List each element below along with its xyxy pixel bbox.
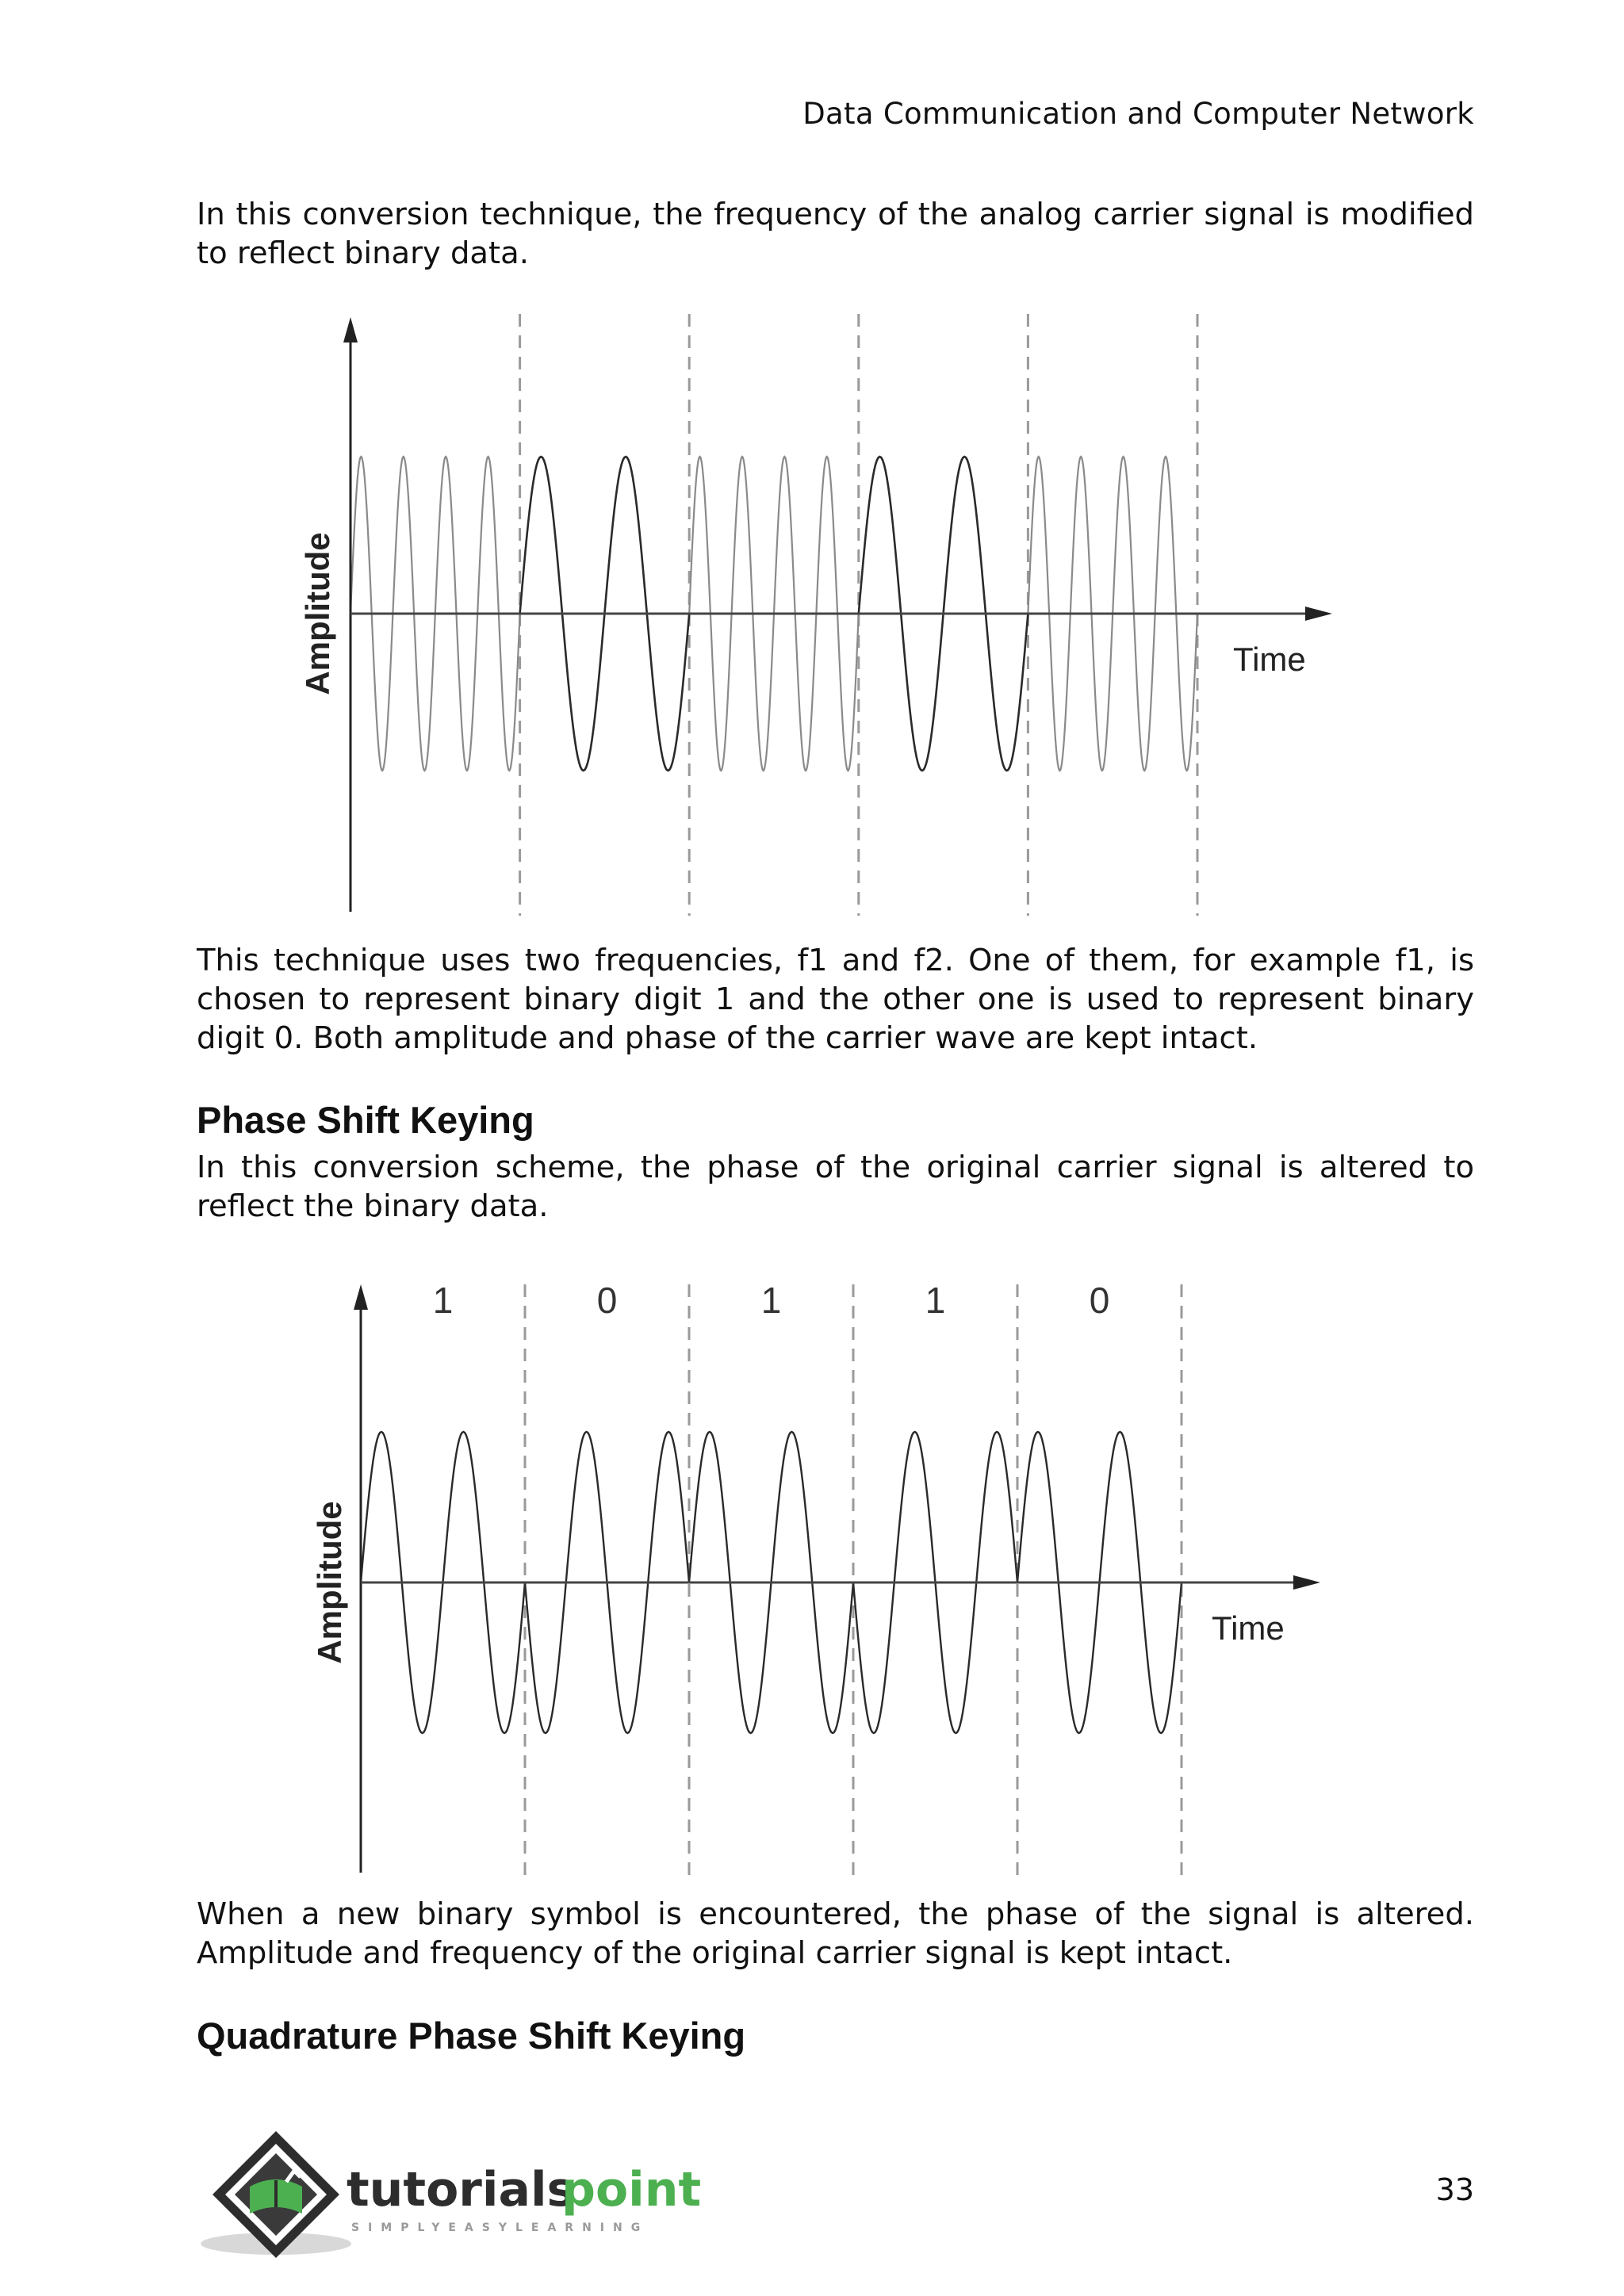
psk-bit-dividers (525, 1284, 1182, 1875)
psk-waveform-diagram (301, 1276, 1332, 1879)
fsk-figure (293, 309, 1348, 920)
psk-intro-paragraph: In this conversion scheme, the phase of the original carrier signal is altered to reflect the binary data. (197, 1150, 1474, 1224)
fsk-explanation-paragraph: This technique uses two frequencies, f1 and f2. One of them, for example f1, is chosen to represent binary digit 1 and the other one is used to represent binary digit 0. Both amplitude and phase of the carrier wave are kept intact. (197, 943, 1474, 1056)
fsk-intro-paragraph: In this conversion technique, the frequency of the analog carrier signal is modified to reflect binary data. (197, 197, 1474, 271)
psk-y-axis-arrow (354, 1284, 368, 1310)
psk-x-axis-arrow (1293, 1575, 1320, 1590)
psk-bit-label: 1 (925, 1280, 946, 1321)
psk-bit-label: 1 (760, 1280, 782, 1321)
psk-amplitude-label: Amplitude (311, 1501, 348, 1664)
fsk-time-label: Time (1233, 641, 1306, 678)
tutorialspoint-logo (201, 2125, 772, 2263)
psk-figure (301, 1276, 1332, 1879)
qpsk-section-title: Quadrature Phase Shift Keying (197, 2015, 746, 2057)
logo-brand-main: tutorials (347, 2162, 576, 2218)
psk-bit-labels (433, 1280, 1110, 1321)
page-number: 33 (1435, 2172, 1474, 2207)
fsk-amplitude-label: Amplitude (299, 532, 336, 695)
psk-bit-label: 0 (596, 1280, 618, 1321)
psk-bit-label: 1 (432, 1280, 454, 1321)
psk-explanation-paragraph: When a new binary symbol is encountered, the phase of the signal is altered. Amplitude and frequency of the original carrier signal is kept intact. (197, 1896, 1474, 1971)
psk-time-label: Time (1212, 1609, 1285, 1647)
fsk-y-axis-arrow (343, 317, 358, 342)
psk-section-title: Phase Shift Keying (197, 1099, 534, 1141)
psk-bit-label: 0 (1089, 1280, 1110, 1321)
running-header: Data Communication and Computer Network (802, 97, 1474, 131)
fsk-waveform-diagram (293, 309, 1348, 920)
logo-brand-accent: point (561, 2162, 702, 2218)
fsk-x-axis-arrow (1305, 607, 1332, 621)
logo-tagline: SIMPLYEASYLEARNING (351, 2221, 649, 2234)
